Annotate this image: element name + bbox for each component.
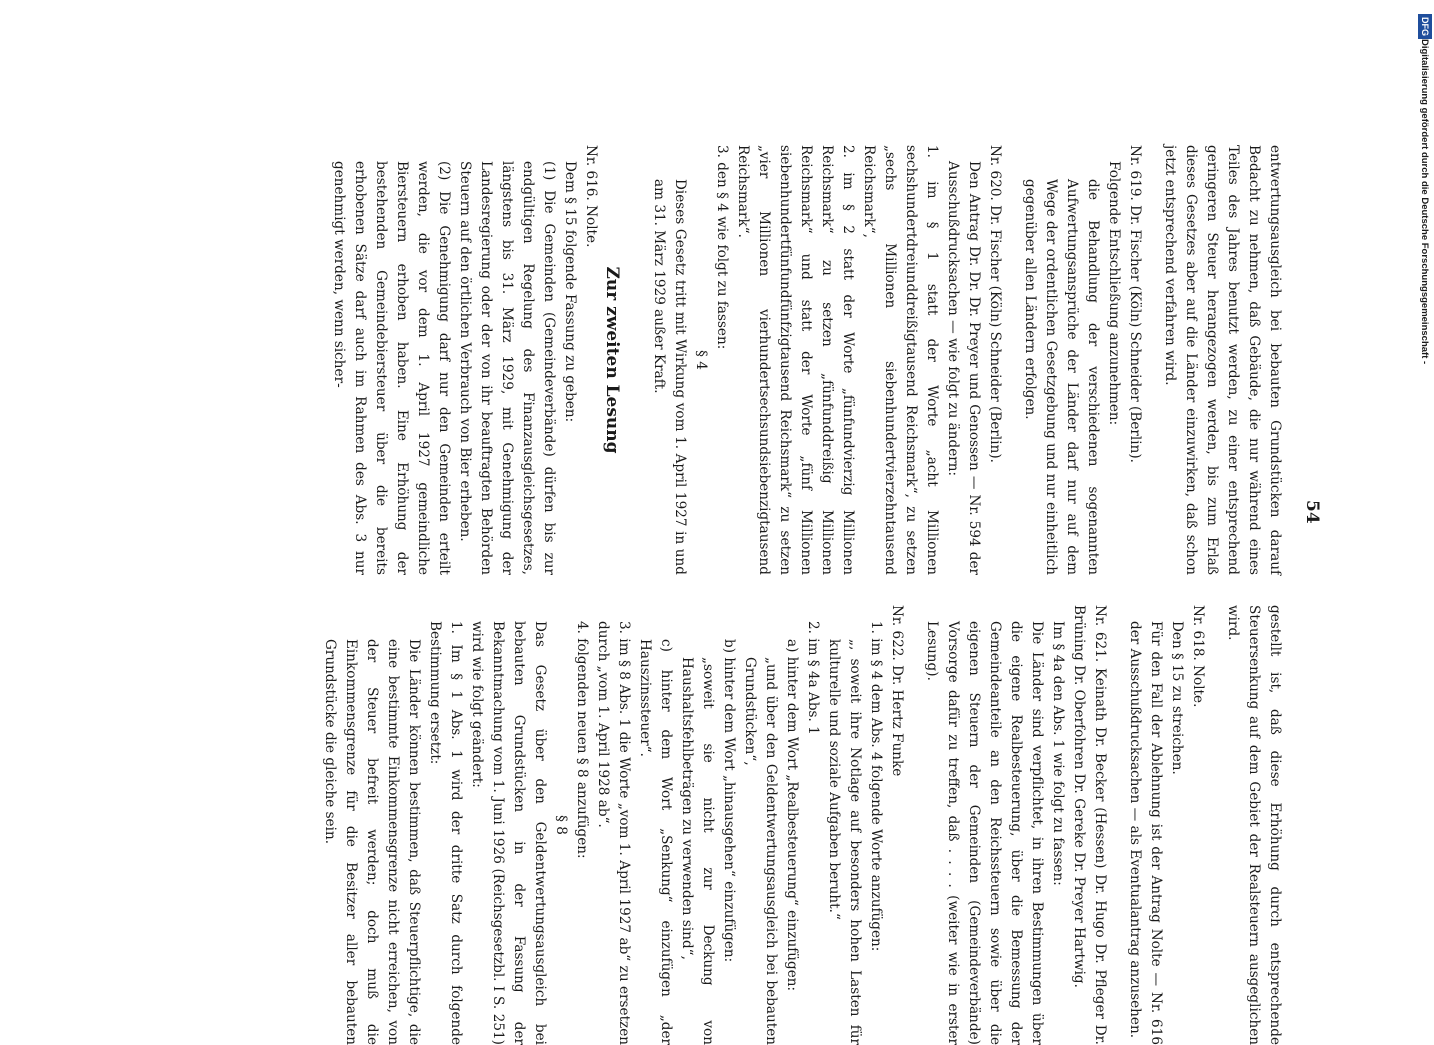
list-item: 1. im § 1 statt der Worte „acht Millionen sechshundertdreiunddreißigtausend Reichsmark“, zu setzen „sechs Millionen siebenhundertvierzehntausend Reichsmark“,	[861, 145, 940, 575]
paragraph: Den Antrag Dr. Dr. Dr. Preyer und Genossen — Nr. 594 der Ausschußdrucksachen — wie folgt zu ändern:	[945, 161, 982, 575]
page-number: 54	[1302, 500, 1322, 524]
list-item: c) hinter dem Wort „Senkung“ einzufügen „der Hauszinssteuer“.	[637, 639, 674, 1045]
paragraph: Die Länder können bestimmen, daß Steuerpflichtige, die eine bestimmte Einkommensgrenze nicht erreichen, von der Steuer befreit werden; doch muß die Einkommensgrenze für die Besitzer aller bebauten Grundstücke die gleiche sein.	[322, 639, 422, 1045]
paragraph: „soweit sie nicht zur Deckung von Haushaltsfehlbeträgen zu verwenden sind“,	[679, 657, 716, 1045]
digitization-credit	[1418, 10, 1432, 990]
list-item: 4. folgenden neuen § 8 anzufügen:	[574, 621, 590, 859]
list-item: a) hinter dem Wort „Realbesteuerung“ einzufügen:	[784, 639, 800, 992]
rotated-document-page	[87, 0, 1367, 1045]
motion-heading: Nr. 616. Nolte.	[583, 145, 599, 248]
list-item: 3. im § 8 Abs. 1 die Worte „vom 1. April 1927 ab“ zu ersetzen durch „vom 1. April 1928 ab“.	[595, 621, 632, 1045]
paragraph: gestellt ist, daß diese Erhöhung durch entsprechende Steuersenkung auf dem Gebiet der Realsteuern ausgeglichen wird.	[1225, 605, 1283, 1045]
section-symbol: § 4	[693, 350, 709, 370]
right-column	[319, 605, 1285, 1045]
spacer	[1110, 605, 1124, 1045]
paragraph: (2) Die Genehmigung darf nur den Gemeinden erteilt werden, die vor dem 1. April 1927 gemeindliche Biersteuern erhoben haben. Eine Erhöhung der bestehenden Gemeindebiersteuer über die bereits erhobenen Sätze darf auch im Rahmen des Abs. 3 nur genehmigt werden, wenn sicher-	[331, 161, 452, 575]
paragraph: entwertungsausgleich bei bebauten Grundstücken darauf Bedacht zu nehmen, daß Gebäude, die nur während eines Teiles des Jahres benutzt werden, zu einer entsprechend geringeren Steuer herangezogen werden, bis zum Erlaß dieses Gesetzes aber auf die Länder einzuwirken, daß schon jetzt entsprechend verfahren wird.	[1162, 145, 1283, 575]
dfg-logo: DFG	[1418, 14, 1432, 39]
list-item: 2. im § 2 statt der Worte „fünfundvierzig Millionen Reichsmark“ zu setzen „fünfunddreißig Millionen Reichsmark“ und statt der Worte „fünf Millionen siebenhundertfünfundfünfzigtausend Reichsmark“ zu setzen „vier Millionen vierhundertsechsundsiebenzigtausend Reichsmark“.	[735, 145, 856, 575]
paragraph: Folgende Entschließung anzunehmen:	[1106, 161, 1122, 426]
paragraph: die Behandlung der verschiedenen sogenannten Aufwertungsansprüche der Länder darf nur auf dem Wege der ordentlichen Gesetzgebung und nur einheitlich gegenüber allen Ländern erfolgen.	[1022, 179, 1101, 575]
credit-text: Digitalisierung gefördert durch die Deutsche Forschungsgemeinschaft -	[1419, 39, 1430, 365]
paragraph: Für den Fall der Ablehnung ist der Antrag Nolte — Nr. 616 der Ausschußdrucksachen — als Eventualantrag anzusehen.	[1127, 621, 1164, 1045]
list-item: b) hinter dem Wort „hinausgehen“ einzufügen:	[721, 639, 737, 963]
paragraph: „und über den Geldentwertungsausgleich bei bebauten Grundstücken“,	[742, 657, 779, 1045]
spacer	[907, 605, 921, 1045]
list-item: 3. den § 4 wie folgt zu fassen:	[714, 145, 730, 350]
spacer	[1208, 605, 1222, 1045]
spacer	[1145, 145, 1159, 575]
motion-heading: Nr. 618. Nolte.	[1190, 605, 1206, 708]
paragraph: Das Gesetz über den Geldentwertungsausgleich bei bebauten Grundstücken in der Fassung der Bekanntmachung vom 1. Juni 1926 (Reichsgesetzbl. I S. 251) wird wie folgt geändert:	[469, 621, 548, 1045]
motion-heading: Nr. 619. Dr. Fischer (Köln) Schneider (Berlin).	[1127, 145, 1143, 463]
paragraph: Dieses Gesetz tritt mit Wirkung vom 1. April 1927 in und am 31. März 1929 außer Kraft.	[651, 179, 688, 575]
motion-heading: Nr. 621. Keinath Dr. Becker (Hessen) Dr. Hugo Dr. Pfleger Dr. Brüning Dr. Oberfohren Dr. Gereke Dr. Preyer Hartwig.	[1071, 605, 1108, 1045]
list-item: 1. im § 4 dem Abs. 4 folgende Worte anzufügen:	[868, 621, 884, 952]
paragraph: Dem § 15 folgende Fassung zu geben:	[562, 161, 578, 423]
paragraph: (1) Die Gemeinden (Gemeindeverbände) dürfen bis zur endgültigen Regelung des Finanzausgleichsgesetzes, längstens bis 31. März 1929, mit Genehmigung der Landesregierung oder der von ihr beauftragten Behörden Steuern auf den örtlichen Verbrauch von Bier erheben.	[457, 161, 557, 575]
paragraph: Im § 4a den Abs. 1 wie folgt zu fassen:	[1050, 621, 1066, 886]
paragraph: Die Länder sind verpflichtet, in ihren Bestimmungen über die eigene Realbesteuerung, über die Bemessung der Gemeindeanteile an den Reichssteuern sowie über die eigenen Steuern der Gemeinden (Gemeindeverbände) Vorsorge dafür zu treffen, daß . . . . (weiter wie in erster Lesung).	[924, 621, 1045, 1045]
list-item: 2. im § 4a Abs. 1	[805, 621, 821, 735]
spacer	[1005, 145, 1019, 575]
left-column	[328, 145, 1285, 575]
section-symbol: § 8	[553, 815, 569, 835]
paragraph: Den § 15 zu streichen.	[1169, 621, 1185, 775]
spacer	[622, 145, 648, 575]
paragraph: „, soweit ihre Notlage auf besonders hohen Lasten für kulturelle und soziale Aufgaben beruht.“	[826, 639, 863, 1045]
motion-heading: Nr. 620. Dr. Fischer (Köln) Schneider (Berlin).	[987, 145, 1003, 463]
motion-heading: Nr. 622. Dr. Hertz Funke	[889, 605, 905, 777]
section-heading: Zur zweiten Lesung	[602, 266, 622, 454]
list-item: 1. Im § 1 Abs. 1 wird der dritte Satz durch folgende Bestimmung ersetzt:	[427, 621, 464, 1045]
